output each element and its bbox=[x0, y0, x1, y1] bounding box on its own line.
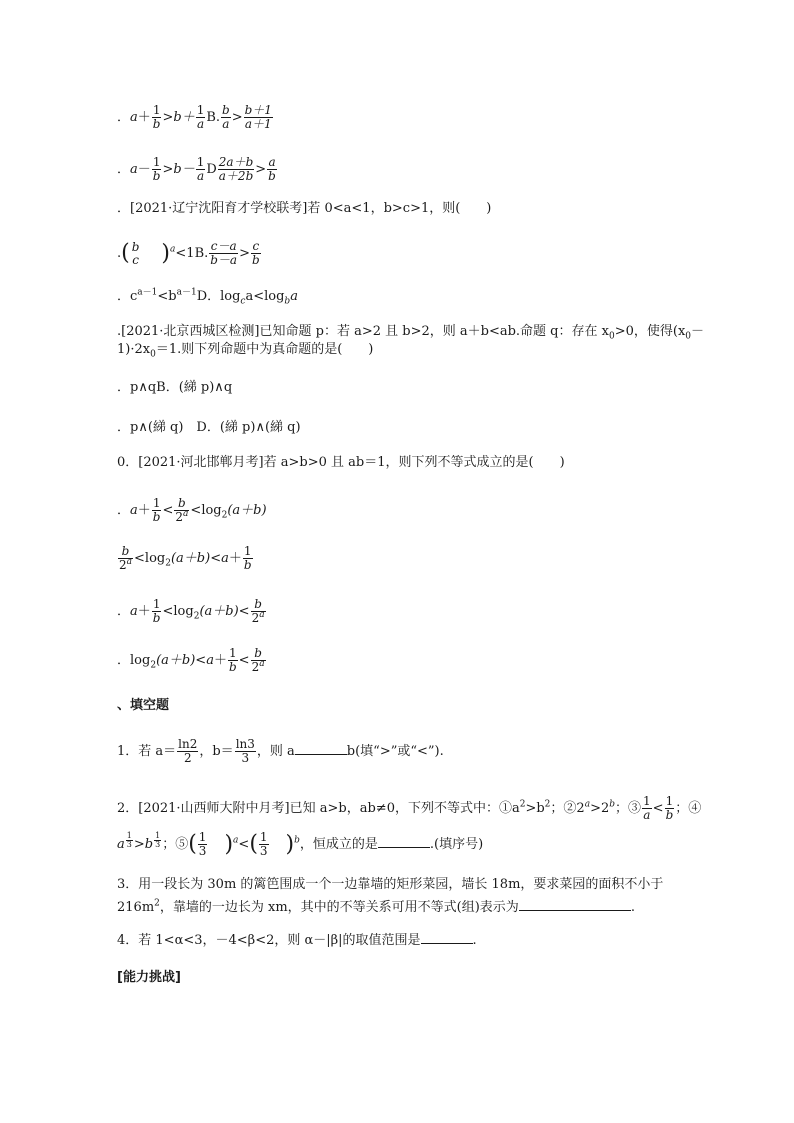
question-stem: .[2021·北京西城区检测]已知命题 p：若 a>2 且 b>2，则 a＋b<ab.命题 q：存在 $x_0>0$，使得($x_0-$ bbox=[117, 324, 705, 342]
answer-blank[interactable] bbox=[378, 833, 430, 848]
fraction: $\frac{1}{a}$ bbox=[196, 103, 205, 131]
option-row-cd: ．a－ $\frac{1}{b}$ >b－ $\frac{1}{a}$ D $\frac{2a+b}{a+2b}$ > $\frac{a}{b}$ bbox=[117, 155, 276, 183]
option-prefix: ． bbox=[117, 110, 131, 125]
fill-question-1: 1．若 a＝ $\frac{\ln 2}{2}$ ，b＝ $\frac{\ln 3}{3}$ ，则 a b(填“>”或“<”). bbox=[117, 737, 444, 765]
fraction: $\frac{1}{b}$ bbox=[152, 155, 161, 183]
option-row-cd: ．p∧(綈 q) D．(綈 p)∧(綈 q) bbox=[117, 420, 301, 435]
option-row-cd: ．$c^{a-1}<b^{a-1}D$．$\log_ca<\log_ba$ bbox=[117, 287, 298, 307]
answer-blank[interactable] bbox=[421, 929, 473, 944]
fill-question-2: 2．[2021·山西师大附中月考]已知 a>b，ab≠0，下列不等式中：$①a^2>b^2$；$②2^a>2^b$；③ $\frac{1}{a}$ < $\frac{1}{b}$ ；④ bbox=[117, 794, 702, 822]
fill-question-3-cont: $216m^2$，靠墙的一边长为 xm，其中的不等关系可用不等式(组)表示为 . bbox=[117, 896, 635, 917]
option-row-ab: ．a＋ $\frac{1}{b}$ >b＋ $\frac{1}{a}$ B. $\frac{b}{a}$ > $\frac{b+1}{a+1}$ bbox=[117, 103, 272, 131]
option-a: ．a＋ $\frac{1}{b}$ < $\frac{b}{2^a}$ $<\log_2(a+b)$ bbox=[117, 496, 267, 524]
option-row-ab: .( b c )$^a$<1B. $\frac{c-a}{b-a}$ > $\frac{c}{b}$ bbox=[117, 239, 260, 267]
fraction: $\frac{1}{b}$ bbox=[152, 103, 161, 131]
answer-blank[interactable] bbox=[519, 896, 631, 911]
answer-blank[interactable] bbox=[295, 740, 347, 755]
section-heading: 、填空题 bbox=[117, 698, 170, 713]
challenge-heading: [能力挑战] bbox=[117, 970, 181, 985]
option-c: ．a＋ $\frac{1}{b}$ $<\log_2(a+b)<$ $\frac{b}{2^a}$ bbox=[117, 597, 265, 625]
question-stem-cont: $1)\cdot 2x_0=1$.则下列命题中为真命题的是( ) bbox=[117, 342, 374, 360]
fraction: $\frac{b}{a}$ bbox=[222, 103, 230, 131]
fraction: $\frac{a}{b}$ bbox=[268, 155, 276, 183]
option-d: ．$\log_2(a+b)<a+$ $\frac{1}{b}$ < $\frac{b}{2^a}$ bbox=[117, 646, 265, 674]
fill-question-4: 4．若 1<α<3，－4<β<2，则 α－|β|的取值范围是 . bbox=[117, 929, 477, 950]
fill-question-3: 3．用一段长为 30m 的篱笆围成一个一边靠墙的矩形菜园，墙长 18m，要求菜园的面积不小于 bbox=[117, 877, 664, 892]
option-b: $\frac{b}{2^a}$ $<\log_2(a+b)<a+$ $\frac{1}{b}$ bbox=[119, 544, 252, 572]
question-stem: 0．[2021·河北邯郸月考]若 a>b>0 且 ab＝1，则下列不等式成立的是( ) bbox=[117, 455, 565, 470]
fraction: $\frac{c}{b}$ bbox=[252, 239, 260, 267]
fill-question-2-cont: a $^{\frac{1}{3}}$ >b $^{\frac{1}{3}}$ ；⑤( $\frac{1}{3}$ )$^a$<( $\frac{1}{3}$ )$^b$，恒成立的是 .(填序号) bbox=[117, 830, 484, 858]
fraction: b c bbox=[131, 239, 140, 267]
fraction: $\frac{c-a}{b-a}$ bbox=[210, 239, 238, 267]
fraction: $\frac{b+1}{a+1}$ bbox=[244, 103, 272, 131]
option-row-ab: ．p∧qB．(綈 p)∧q bbox=[117, 380, 233, 395]
fraction: $\frac{2a+b}{a+2b}$ bbox=[218, 155, 254, 183]
fraction: $\frac{1}{a}$ bbox=[196, 155, 205, 183]
question-stem: ．[2021·辽宁沈阳育才学校联考]若 0<a<1，b>c>1，则( ) bbox=[117, 201, 492, 216]
